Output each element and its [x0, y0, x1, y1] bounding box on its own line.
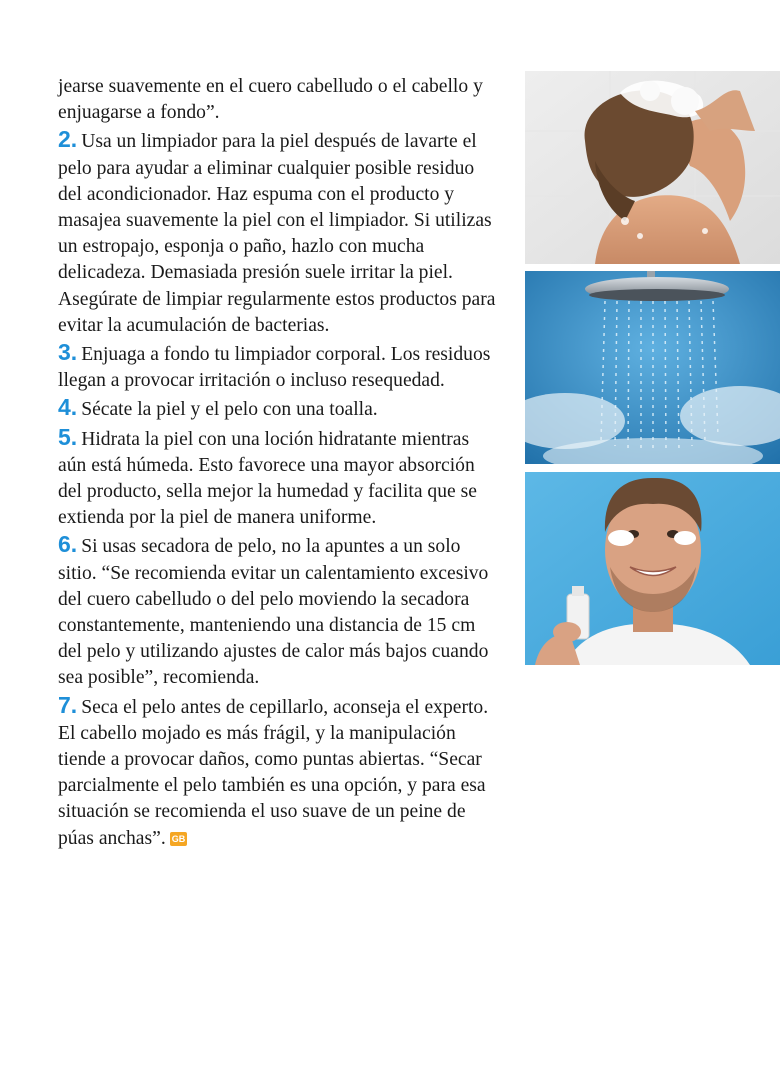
step-number: 7. [58, 691, 78, 718]
step-number: 2. [58, 126, 78, 153]
step-2 [58, 126, 498, 339]
step-7 [58, 692, 498, 852]
step-text: Sécate la piel y el pelo con una toalla. [81, 399, 378, 421]
step-text: Seca el pelo antes de cepillarlo, aconseja el experto. El cabello mojado es más frágil, y la manipulación tiende a provocar daños, como puntas abiertas. “Secar parcialmente el pelo también es una opción, y para esa situación se recomienda el uso suave de un peine de púas anchas”. [58, 696, 489, 849]
hair-washing-photo [525, 71, 780, 264]
step-number: 5. [58, 423, 78, 450]
step-5 [58, 424, 498, 532]
man-face-cream-photo [525, 472, 780, 665]
shower-head-photo [525, 271, 780, 464]
step-text: Hidrata la piel con una loción hidratante mientras aún está húmeda. Esto favorece una mayor absorción del producto, sella mejor la humedad y facilita que se extienda por la piel de manera uniforme. [58, 428, 477, 529]
step-number: 4. [58, 394, 78, 421]
step-text: Usa un limpiador para la piel después de lavarte el pelo para ayudar a eliminar cualquier posible residuo del acondicionador. Haz espuma con el producto y masajea suavemente la piel con el limpiador. Si utilizas un estropajo, esponja o paño, hazlo con mucha delicadeza. Demasiada presión suele irritar la piel. Asegúrate de limpiar regularmente estos productos para evitar la acumulación de bacterias. [58, 131, 496, 336]
step-text: Enjuaga a fondo tu limpiador corporal. Los residuos llegan a provocar irritación o incluso resequedad. [58, 344, 491, 392]
step-6 [58, 531, 498, 691]
end-mark-icon: GB [171, 833, 186, 844]
intro-paragraph [58, 74, 498, 126]
step-number: 6. [58, 531, 78, 558]
step-3 [58, 339, 498, 394]
intro-text: jearse suavemente en el cuero cabelludo o el cabello y enjuagarse a fondo”. [58, 76, 483, 124]
step-4 [58, 394, 498, 423]
step-text: Si usas secadora de pelo, no la apuntes a un solo sitio. “Se recomienda evitar un calentamiento excesivo del cuero cabelludo o del pelo moviendo la secadora constantemente, manteniendo una distancia de 15 cm del pelo y utilizando ajustes de calor más bajos cuando sea posible”, recomienda. [58, 536, 489, 689]
article-text [58, 74, 498, 852]
step-number: 3. [58, 339, 78, 366]
